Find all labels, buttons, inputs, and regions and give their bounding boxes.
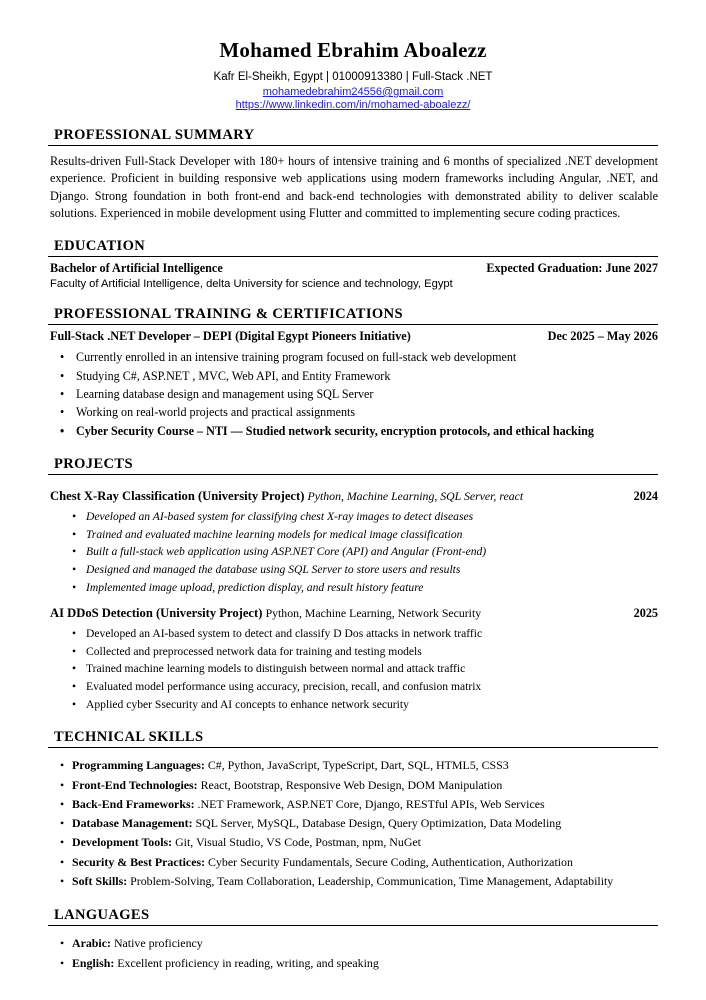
training-dates: Dec 2025 – May 2026 xyxy=(547,329,658,344)
section-body-languages xyxy=(48,926,658,973)
project-header xyxy=(50,604,658,622)
skill-label: Programming Languages: xyxy=(72,758,205,773)
education-institution: Faculty of Artificial Intelligence, delta University for science and technology, Egypt xyxy=(50,278,453,291)
section-body-summary xyxy=(48,146,658,222)
languages-list xyxy=(50,934,658,973)
list-item: • Trained machine learning models to distinguish between normal and attack traffic xyxy=(50,660,658,678)
language-value: Excellent proficiency in reading, writing, and speaking xyxy=(114,955,379,970)
project-title: Chest X-Ray Classification (University Project) xyxy=(50,489,308,504)
training-program: Full-Stack .NET Developer – DEPI (Digital Egypt Pioneers Initiative) xyxy=(50,329,411,344)
section-title-summary: PROFESSIONAL SUMMARY xyxy=(48,121,658,146)
list-item: • Collected and preprocessed network data for training and testing models xyxy=(50,643,658,661)
project-item xyxy=(50,604,658,713)
project-item xyxy=(50,487,658,596)
summary-text: Results-driven Full-Stack Developer with 180+ hours of intensive training and 6 months of specialized .NET development experience. Proficient in building responsive web applications using modern frameworks including Angular, .NET, and Django. Strong foundation in both front-end and back-end technologies with demonstrated ability to deliver scalable solutions. Experienced in mobile development using Flutter and committed to implementing secure coding practices. xyxy=(50,154,658,220)
training-bullets xyxy=(50,348,658,440)
language-label: English: xyxy=(72,955,115,970)
list-item: • Designed and managed the database using SQL Server to store users and results xyxy=(50,561,658,579)
skill-value: Git, Visual Studio, VS Code, Postman, npm, NuGet xyxy=(172,835,421,850)
list-item: • Developed an AI-based system to detect and classify D Dos attacks in network traffic xyxy=(50,625,658,643)
section-title-languages: LANGUAGES xyxy=(48,901,658,926)
skill-value: .NET Framework, ASP.NET Core, Django, RESTful APIs, Web Services xyxy=(194,796,545,811)
list-item xyxy=(50,853,658,872)
list-item-certification: • Cyber Security Course – NTI — Studied network security, encryption protocols, and ethical hacking xyxy=(50,422,658,440)
section-title-skills: TECHNICAL SKILLS xyxy=(48,723,658,748)
education-graduation: Expected Graduation: June 2027 xyxy=(486,261,658,276)
candidate-name: Mohamed Ebrahim Aboalezz xyxy=(219,38,487,62)
project-bullets xyxy=(50,508,658,596)
linkedin-link[interactable]: https://www.linkedin.com/in/mohamed-aboalezz/ xyxy=(235,99,471,111)
resume-header xyxy=(48,38,658,111)
project-stack: Python, Machine Learning, SQL Server, react xyxy=(307,489,524,504)
project-year: 2024 xyxy=(633,489,658,504)
training-row xyxy=(50,329,658,344)
section-title-education: EDUCATION xyxy=(48,232,658,257)
list-item xyxy=(50,776,658,795)
project-title-wrap xyxy=(50,604,481,622)
list-item xyxy=(50,795,658,814)
list-item xyxy=(50,872,658,891)
list-item xyxy=(50,934,658,953)
skill-label: Database Management: xyxy=(72,816,193,831)
list-item: • Evaluated model performance using accuracy, precision, recall, and confusion matrix xyxy=(50,678,658,696)
list-item xyxy=(50,833,658,852)
project-title-wrap xyxy=(50,487,523,505)
section-title-training: PROFESSIONAL TRAINING & CERTIFICATIONS xyxy=(48,300,658,325)
list-item: • Working on real-world projects and practical assignments xyxy=(50,403,658,421)
section-body-skills xyxy=(48,748,658,891)
list-item: • Studying C#, ASP.NET , MVC, Web API, and Entity Framework xyxy=(50,367,658,385)
skill-value: React, Bootstrap, Responsive Web Design, DOM Manipulation xyxy=(197,777,503,792)
skill-label: Back-End Frameworks: xyxy=(72,796,195,811)
list-item xyxy=(50,954,658,973)
section-body-projects xyxy=(48,475,658,713)
skill-value: C#, Python, JavaScript, TypeScript, Dart, SQL, HTML5, CSS3 xyxy=(204,758,509,773)
section-body-education xyxy=(48,257,658,290)
project-title: AI DDoS Detection (University Project) xyxy=(50,606,266,621)
email-link[interactable]: mohamedebrahim24556@gmail.com xyxy=(262,86,444,98)
contact-line: Kafr El-Sheikh, Egypt | 01000913380 | Full-Stack .NET xyxy=(213,71,493,83)
section-title-projects: PROJECTS xyxy=(48,450,658,475)
skill-label: Development Tools: xyxy=(72,835,173,850)
skill-label: Security & Best Practices: xyxy=(72,854,206,869)
skill-label: Front-End Technologies: xyxy=(72,777,198,792)
skill-value: Cyber Security Fundamentals, Secure Coding, Authentication, Authorization xyxy=(205,854,573,869)
education-degree: Bachelor of Artificial Intelligence xyxy=(50,261,223,276)
list-item: • Learning database design and management using SQL Server xyxy=(50,385,658,403)
list-item: • Trained and evaluated machine learning models for medical image classification xyxy=(50,526,658,544)
list-item xyxy=(50,814,658,833)
skill-label: Soft Skills: xyxy=(72,873,128,888)
skill-value: SQL Server, MySQL, Database Design, Query Optimization, Data Modeling xyxy=(192,816,562,831)
list-item: • Implemented image upload, prediction display, and result history feature xyxy=(50,579,658,597)
skills-list xyxy=(50,756,658,891)
list-item: • Developed an AI-based system for classifying chest X-ray images to detect diseases xyxy=(50,508,658,526)
project-stack: Python, Machine Learning, Network Security xyxy=(265,606,482,621)
list-item: • Built a full-stack web application using ASP.NET Core (API) and Angular (Front-end) xyxy=(50,543,658,561)
project-bullets xyxy=(50,625,658,713)
language-value: Native proficiency xyxy=(110,936,203,951)
list-item: • Applied cyber Ssecurity and AI concepts to enhance network security xyxy=(50,696,658,714)
list-item xyxy=(50,756,658,775)
section-body-training xyxy=(48,325,658,440)
education-row xyxy=(50,261,658,276)
list-item: • Currently enrolled in an intensive training program focused on full-stack web development xyxy=(50,348,658,366)
project-header xyxy=(50,487,658,505)
skill-value: Problem-Solving, Team Collaboration, Leadership, Communication, Time Management, Adaptability xyxy=(127,873,614,888)
language-label: Arabic: xyxy=(72,936,111,951)
project-year: 2025 xyxy=(633,606,658,621)
